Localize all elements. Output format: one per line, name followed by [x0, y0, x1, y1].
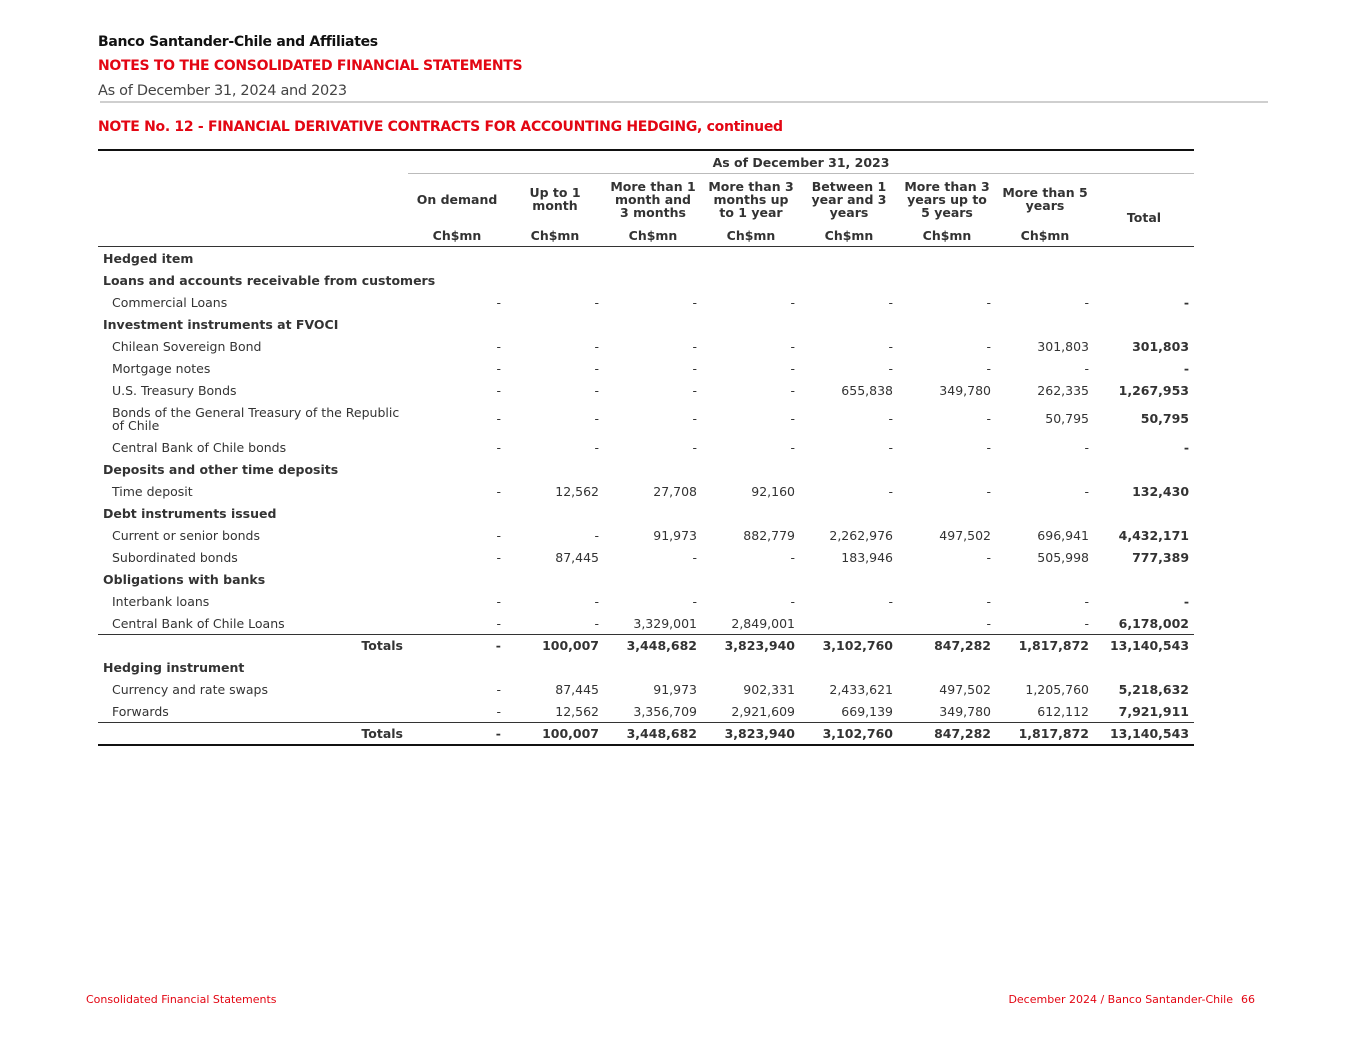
value-cell: - [986, 483, 991, 499]
row-label-central-bank-of-chile-loans: Central Bank of Chile Loans [112, 615, 285, 631]
value-cell: - [496, 338, 501, 354]
value-cell: - [496, 549, 501, 565]
value-cell: - [692, 439, 697, 455]
company-name: Banco Santander-Chile and Affiliates [98, 34, 378, 50]
row-label-u-s-treasury-bonds: U.S. Treasury Bonds [112, 382, 237, 398]
totals-cell: 3,448,682 [604, 723, 702, 746]
value-cell: - [986, 549, 991, 565]
value-cell: - [496, 411, 501, 426]
unit-label: Ch$mn [408, 224, 506, 247]
row-total-cell: - [1183, 294, 1190, 310]
totals-row [98, 635, 1194, 657]
value-cell: - [496, 527, 501, 543]
row-label-central-bank-of-chile-bonds: Central Bank of Chile bonds [112, 439, 287, 455]
value-cell: - [888, 593, 893, 609]
unit-label: Ch$mn [604, 224, 702, 247]
totals-cell: 3,823,940 [702, 723, 800, 746]
value-cell: - [496, 703, 501, 719]
value-cell: 92,160 [751, 483, 795, 499]
row-label-mortgage-notes: Mortgage notes [112, 360, 211, 376]
value-cell: 696,941 [1037, 527, 1089, 543]
value-cell: - [888, 338, 893, 354]
subsection-row [98, 313, 1194, 335]
subsection-title-loans-and-accounts-receivable-from-customers: Loans and accounts receivable from customers [103, 272, 436, 288]
value-cell: 87,445 [555, 549, 599, 565]
value-cell: - [790, 294, 795, 310]
row-total-cell: - [1183, 360, 1190, 376]
row-total-cell: - [1183, 593, 1190, 609]
value-cell: - [986, 439, 991, 455]
hedged-item-section [98, 247, 1194, 635]
value-cell: - [790, 439, 795, 455]
subsection-row [98, 269, 1194, 291]
value-cell: 1,205,760 [1025, 681, 1089, 697]
value-cell: 612,112 [1037, 703, 1089, 719]
value-cell: - [888, 360, 893, 376]
value-cell: - [1084, 615, 1089, 631]
derivatives-maturity-table [98, 149, 1194, 746]
value-cell: - [986, 593, 991, 609]
subsection-title-obligations-with-banks: Obligations with banks [103, 571, 266, 587]
hedging-instrument-totals [98, 723, 1194, 746]
table-row [98, 379, 1194, 401]
unit-label: Ch$mn [996, 224, 1094, 247]
value-cell: 349,780 [939, 382, 991, 398]
as-of-header: As of December 31, 2023 [408, 151, 1194, 174]
value-cell: 12,562 [555, 703, 599, 719]
subsection-row [98, 458, 1194, 480]
row-total-cell: 50,795 [1140, 411, 1190, 426]
value-cell: 262,335 [1037, 382, 1089, 398]
totals-cell: 847,282 [898, 635, 996, 657]
value-cell: - [594, 527, 599, 543]
row-total-cell: 777,389 [1132, 549, 1190, 565]
value-cell: - [496, 294, 501, 310]
table-row [98, 335, 1194, 357]
blank-corner [98, 151, 408, 174]
value-cell: - [594, 294, 599, 310]
value-cell: 2,262,976 [829, 527, 893, 543]
value-cell: - [692, 593, 697, 609]
value-cell: 2,849,001 [731, 615, 795, 631]
col-header-1-to-3-years: Between 1 year and 3 years [811, 178, 887, 220]
value-cell: - [692, 338, 697, 354]
value-cell: - [986, 360, 991, 376]
totals-label: Totals [98, 723, 408, 746]
row-total-cell: 5,218,632 [1118, 681, 1190, 697]
totals-cell: 3,448,682 [604, 635, 702, 657]
value-cell: - [496, 615, 501, 631]
footer-right [1008, 993, 1255, 1006]
table-row [98, 678, 1194, 700]
subsection-title-deposits-and-other-time-deposits: Deposits and other time deposits [103, 461, 339, 477]
col-header-on-demand: On demand [416, 191, 498, 207]
value-cell: - [692, 360, 697, 376]
value-cell: 91,973 [653, 527, 697, 543]
value-cell: - [692, 549, 697, 565]
row-total-cell: 301,803 [1132, 338, 1190, 354]
value-cell: - [496, 593, 501, 609]
value-cell: - [1084, 360, 1089, 376]
value-cell: - [986, 615, 991, 631]
col-header-1-to-3-months: More than 1 month and 3 months [610, 178, 696, 220]
value-cell: - [496, 439, 501, 455]
col-header-3-months-to-1-year: More than 3 months up to 1 year [708, 178, 794, 220]
value-cell: - [888, 483, 893, 499]
value-cell: - [986, 411, 991, 426]
totals-cell: 100,007 [506, 723, 604, 746]
row-label-forwards: Forwards [112, 703, 169, 719]
totals-cell: 847,282 [898, 723, 996, 746]
value-cell: 91,973 [653, 681, 697, 697]
value-cell: 2,921,609 [731, 703, 795, 719]
value-cell: - [1084, 593, 1089, 609]
row-total-cell: 1,267,953 [1118, 382, 1190, 398]
totals-cell: 13,140,543 [1094, 723, 1194, 746]
value-cell: - [1084, 439, 1089, 455]
value-cell: - [888, 411, 893, 426]
totals-cell: 1,817,872 [996, 635, 1094, 657]
unit-label: Ch$mn [800, 224, 898, 247]
value-cell: 183,946 [841, 549, 893, 565]
row-label-current-or-senior-bonds: Current or senior bonds [112, 527, 260, 543]
page-number: 66 [1241, 993, 1255, 1006]
table-row [98, 436, 1194, 458]
value-cell: - [790, 411, 795, 426]
col-header-3-to-5-years: More than 3 years up to 5 years [904, 178, 990, 220]
unit-label: Ch$mn [702, 224, 800, 247]
header-divider [100, 101, 1268, 103]
row-label-interbank-loans: Interbank loans [112, 593, 210, 609]
hedging-instrument-section [98, 656, 1194, 723]
value-cell: - [790, 382, 795, 398]
row-total-cell: 6,178,002 [1118, 615, 1190, 631]
value-cell: 50,795 [1045, 411, 1089, 426]
value-cell: - [790, 338, 795, 354]
value-cell: - [986, 338, 991, 354]
subsection-title-investment-instruments-at-fvoci: Investment instruments at FVOCI [103, 316, 339, 332]
value-cell: 3,329,001 [633, 615, 697, 631]
table-row [98, 700, 1194, 723]
value-cell: 12,562 [555, 483, 599, 499]
value-cell: 497,502 [939, 527, 991, 543]
col-header-more-than-5-years: More than 5 years [1002, 185, 1088, 213]
section-title-hedging-instrument: Hedging instrument [103, 659, 245, 675]
row-total-cell: 132,430 [1132, 483, 1190, 499]
col-header-up-to-1-month: Up to 1 month [529, 185, 581, 213]
value-cell: 349,780 [939, 703, 991, 719]
value-cell: - [496, 360, 501, 376]
table-row [98, 590, 1194, 612]
table-row [98, 524, 1194, 546]
totals-cell: 1,817,872 [996, 723, 1094, 746]
value-cell [800, 612, 898, 635]
subsection-row [98, 568, 1194, 590]
value-cell: - [790, 360, 795, 376]
hedged-item-totals [98, 635, 1194, 657]
value-cell: - [790, 593, 795, 609]
label-col-header [98, 174, 408, 225]
value-cell: - [594, 615, 599, 631]
value-cell: - [594, 439, 599, 455]
row-total-cell: 4,432,171 [1118, 527, 1190, 543]
unit-label-blank [98, 224, 408, 247]
row-label-currency-and-rate-swaps: Currency and rate swaps [112, 681, 268, 697]
table-row [98, 357, 1194, 379]
note-title: NOTE No. 12 - FINANCIAL DERIVATIVE CONTRACTS FOR ACCOUNTING HEDGING, continued [98, 119, 783, 135]
value-cell: - [1084, 483, 1089, 499]
value-cell: 505,998 [1037, 549, 1089, 565]
table-row [98, 291, 1194, 313]
value-cell: - [594, 338, 599, 354]
value-cell: - [594, 411, 599, 426]
value-cell: - [692, 411, 697, 426]
row-label-subordinated-bonds: Subordinated bonds [112, 549, 238, 565]
row-label-commercial-loans: Commercial Loans [112, 294, 228, 310]
col-header-total: Total [1094, 174, 1194, 247]
value-cell: 655,838 [841, 382, 893, 398]
subsection-row [98, 502, 1194, 524]
value-cell: - [496, 681, 501, 697]
value-cell: 2,433,621 [829, 681, 893, 697]
value-cell: - [1084, 294, 1089, 310]
totals-cell: - [408, 723, 506, 746]
totals-cell: 3,823,940 [702, 635, 800, 657]
totals-cell: - [408, 635, 506, 657]
value-cell: 669,139 [841, 703, 893, 719]
unit-label: Ch$mn [898, 224, 996, 247]
row-label-bonds-of-the-general-treasury-of-the-republic-of-chile: Bonds of the General Treasury of the Republic of Chile [112, 404, 400, 433]
value-cell: 87,445 [555, 681, 599, 697]
value-cell: - [986, 294, 991, 310]
table-row [98, 612, 1194, 635]
value-cell: - [594, 382, 599, 398]
value-cell: 902,331 [743, 681, 795, 697]
value-cell: 301,803 [1037, 338, 1089, 354]
totals-cell: 100,007 [506, 635, 604, 657]
value-cell: 882,779 [743, 527, 795, 543]
value-cell: 497,502 [939, 681, 991, 697]
value-cell: 27,708 [653, 483, 697, 499]
report-date-range: As of December 31, 2024 and 2023 [98, 83, 347, 99]
value-cell: - [594, 360, 599, 376]
value-cell: - [888, 439, 893, 455]
value-cell: - [692, 294, 697, 310]
row-label-chilean-sovereign-bond: Chilean Sovereign Bond [112, 338, 262, 354]
totals-cell: 3,102,760 [800, 635, 898, 657]
row-label-time-deposit: Time deposit [112, 483, 193, 499]
value-cell: - [496, 382, 501, 398]
value-cell: - [496, 483, 501, 499]
totals-cell: 3,102,760 [800, 723, 898, 746]
totals-cell: 13,140,543 [1094, 635, 1194, 657]
footer-right-label: December 2024 / Banco Santander-Chile [1008, 993, 1233, 1006]
value-cell: 3,356,709 [633, 703, 697, 719]
row-total-cell: - [1183, 439, 1190, 455]
value-cell: - [790, 549, 795, 565]
table-row [98, 401, 1194, 436]
table-row [98, 480, 1194, 502]
notes-title: NOTES TO THE CONSOLIDATED FINANCIAL STATEMENTS [98, 58, 523, 74]
unit-label: Ch$mn [506, 224, 604, 247]
footer-left-label: Consolidated Financial Statements [86, 993, 277, 1006]
value-cell: - [888, 294, 893, 310]
table-row [98, 546, 1194, 568]
value-cell: - [692, 382, 697, 398]
totals-row [98, 723, 1194, 746]
subsection-title-debt-instruments-issued: Debt instruments issued [103, 505, 277, 521]
section-title-hedged-item: Hedged item [103, 250, 194, 266]
value-cell: - [594, 593, 599, 609]
row-total-cell: 7,921,911 [1118, 703, 1190, 719]
totals-label: Totals [98, 635, 408, 657]
